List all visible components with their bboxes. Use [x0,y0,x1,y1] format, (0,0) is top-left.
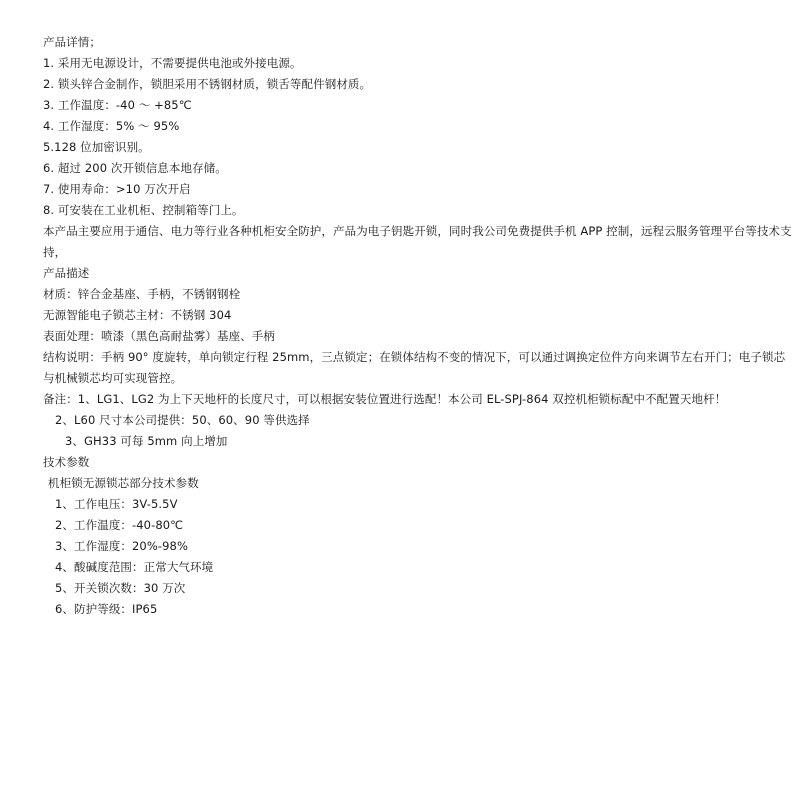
param-temperature: 2、工作温度：-40-80℃ [55,518,184,532]
param-humidity: 3、工作湿度：20%-98% [55,539,188,553]
feature-item-2: 2. 锁头锌合金制作，锁胆采用不锈钢材质，锁舌等配件钢材质。 [43,77,372,91]
note-2: 2、L60 尺寸本公司提供：50、60、90 等供选择 [55,413,310,427]
document-body [0,32,800,620]
application-paragraph: 本产品主要应用于通信、电力等行业各种机柜安全防护，产品为电子钥匙开锁，同时我公司免费提供手机 APP 控制，远程云服务管理平台等技术支持， [43,224,792,259]
spec-core-material: 无源智能电子锁芯主材：不锈钢 304 [43,308,232,322]
note-3: 3、GH33 可每 5mm 向上增加 [65,434,228,448]
feature-item-4: 4. 工作湿度：5% ～ 95% [43,119,180,133]
section-heading-product-details: 产品详情； [43,35,101,49]
section-heading-product-description: 产品描述 [43,266,90,280]
feature-item-7: 7. 使用寿命：>10 万次开启 [43,182,191,196]
feature-item-1: 1. 采用无电源设计，不需要提供电池或外接电源。 [43,56,302,70]
feature-item-5: 5.128 位加密识别。 [43,140,150,154]
technical-params-subtitle: 机柜锁无源锁芯部分技术参数 [48,476,199,490]
note-1: 备注：1、LG1、LG2 为上下天地杆的长度尺寸，可以根据安装位置进行选配！本公司 EL-SPJ-864 双控机柜锁标配中不配置天地杆！ [43,392,727,406]
param-switch-cycles: 5、开关锁次数：30 万次 [55,581,186,595]
spec-material: 材质：锌合金基座、手柄，不锈钢钢栓 [43,287,241,301]
spec-structure: 结构说明：手柄 90° 度旋转，单向锁定行程 25mm，三点锁定；在锁体结构不变的情况下，可以通过调换定位件方向来调节左右开门；电子锁芯与机械锁芯均可实现管控。 [43,350,786,385]
param-protection-rating: 6、防护等级：IP65 [55,602,158,616]
feature-item-3: 3. 工作温度：-40 ～ +85℃ [43,98,192,112]
feature-item-6: 6. 超过 200 次开锁信息本地存储。 [43,161,227,175]
param-ph-range: 4、酸碱度范围：正常大气环境 [55,560,214,574]
section-heading-technical-params: 技术参数 [43,455,90,469]
spec-surface-treatment: 表面处理：喷漆（黑色高耐盐雾）基座、手柄 [43,329,275,343]
param-voltage: 1、工作电压：3V-5.5V [55,497,178,511]
feature-item-8: 8. 可安装在工业机柜、控制箱等门上。 [43,203,244,217]
